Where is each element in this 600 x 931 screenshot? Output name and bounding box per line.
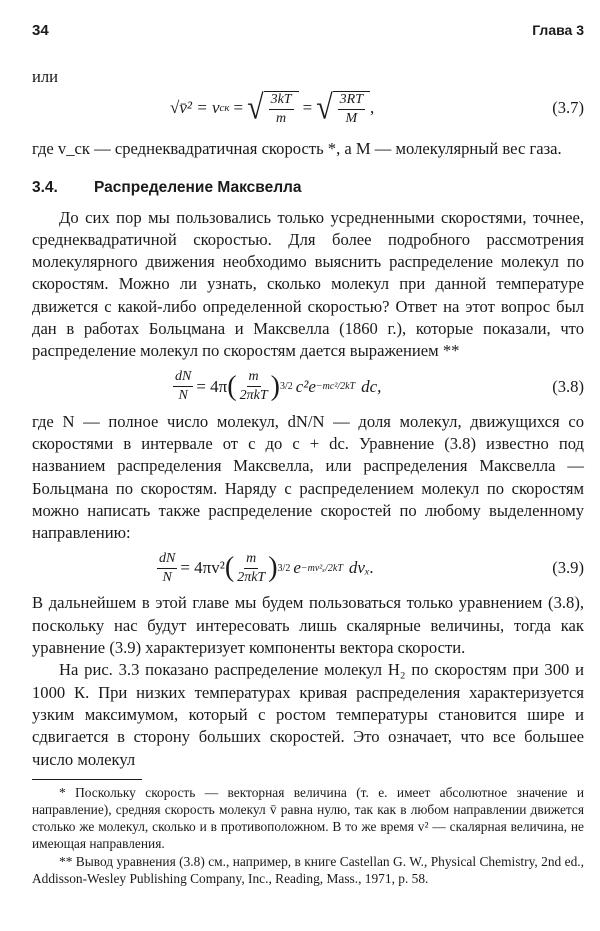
eq39-end: dvₓ. <box>348 558 375 578</box>
equation-3-9: $\frac{dN}{N}$ = 4πv² ( $\frac{m}{\text{2πkT}}$ ) 3/2 e −mv²ₓ/2kT dvₓ. (3.9) <box>159 550 584 585</box>
eq37-f2-den: M <box>345 110 358 126</box>
section-title: Распределение Максвелла <box>94 178 302 196</box>
eq38-power: 3/2 <box>279 381 293 393</box>
paragraph-4: На рис. 3.3 показано распределение молекул H₂ по скоростям при 300 и 1000 К. При низких температурах кривая распределения характеризуется узким максимумом, который с ростом температуры становится шире и сдвигается в сторону больших скоростей. Это означает, что все большее число молекул <box>32 660 584 769</box>
eq37-f2-num: 3RT <box>338 93 365 110</box>
eq37-f1-num: 3kT <box>269 93 294 110</box>
eq39-lhs-den: N <box>162 569 172 585</box>
eq39-power: 3/2 <box>277 562 291 574</box>
eq39-exp: −mv²ₓ/2kT <box>300 562 343 574</box>
page-number: 34 <box>32 22 49 39</box>
eq37-f1-den: m <box>276 110 287 126</box>
eq39-number: (3.9) <box>552 558 584 578</box>
eq39-in-den: 2πkT <box>237 569 266 585</box>
eq38-in-den: 2πkT <box>239 388 268 404</box>
eq38-tail: c²e <box>295 376 316 396</box>
eq37-lhs: √v̄² = v <box>170 98 220 118</box>
eq39-pre: = 4πv² <box>180 558 225 578</box>
eq38-number: (3.8) <box>552 376 584 396</box>
eq38-pre: = 4π <box>196 376 228 396</box>
eq37-number: (3.7) <box>552 98 584 118</box>
footnote-divider <box>32 779 142 780</box>
page-header <box>32 22 584 44</box>
chapter-title: Глава 3 <box>532 22 584 38</box>
eq38-end: dc, <box>361 376 382 396</box>
eq38-in-num: m <box>247 370 261 387</box>
eq39-tail: e <box>293 558 301 578</box>
eq39-lhs-num: dN <box>157 552 177 569</box>
eq38-exp: −mc²/2kT <box>315 381 356 393</box>
section-heading <box>32 179 584 197</box>
footnote-1: * Поскольку скорость — векторная величина (т. е. имеет абсолютное значение и направление), средняя скорость молекул v̄ равна нулю, так как в любом направлении движется столько же молекул, сколько и в противоположном. В то же время v² — скалярная величина, не имеющая направления. <box>32 784 584 852</box>
footnote-2: ** Вывод уравнения (3.8) см., например, в книге Castellan G. W., Physical Chemistry, 2nd ed., Addisson-Wesley Publishing Company, Inc., Reading, Mass., 1971, p. 58. <box>32 853 584 886</box>
paragraph-2: где N — полное число молекул, dN/N — доля молекул, движущихся со скоростями в интервале от c до c + dc. Уравнение (3.8) известно под названием распределения Максвелла, или распределения Максвелла — Больцмана по скоростям. Наряду с распределением молекул по скоростям можно написать также распределение скоростей по любому выделенному направлению: <box>32 411 584 543</box>
equation-3-8: $\frac{dN}{N}$ = 4π ( $\frac{m}{\text{2πkT}}$ ) 3/2 c²e −mc²/2kT dc, (3.8) <box>175 369 584 404</box>
eq38-lhs-den: N <box>178 388 188 404</box>
eq37-lhs-sub: ск <box>219 102 230 115</box>
eq39-in-num: m <box>244 552 258 569</box>
intro-word: или <box>32 67 59 86</box>
paragraph-1: До сих пор мы пользовались только усредненными скоростями, точнее, среднеквадратичной скоростью. Для более подробного рассмотрения молекулярного движения необходимо выяснить распределение молекул по скоростям. Можно ли узнать, сколько молекул при данной температуре движется с какой-либо определенной скоростью? Ответ на этот вопрос был дан в работах Больцмана и Максвелла (1860 г.), которые показали, что распределение молекул по скоростям дается выражением ** <box>32 207 584 361</box>
eq38-lhs-num: dN <box>173 370 193 387</box>
para-after-37: где v_ск — среднеквадратичная скорость *, а M — молекулярный вес газа. <box>32 139 562 159</box>
page <box>32 22 584 887</box>
equation-3-7: √v̄² = v ск = √ $\frac{3kT}{m}$ = √ $\frac{3RT}{M}$ , (3.7) <box>170 88 584 127</box>
paragraph-3: В дальнейшем в этой главе мы будем пользоваться только уравнением (3.8), поскольку нас будут интересовать лишь скалярные величины, тогда как уравнение (3.9) характеризует компоненты вектора скорости. <box>32 593 584 658</box>
section-number: 3.4. <box>32 178 58 196</box>
